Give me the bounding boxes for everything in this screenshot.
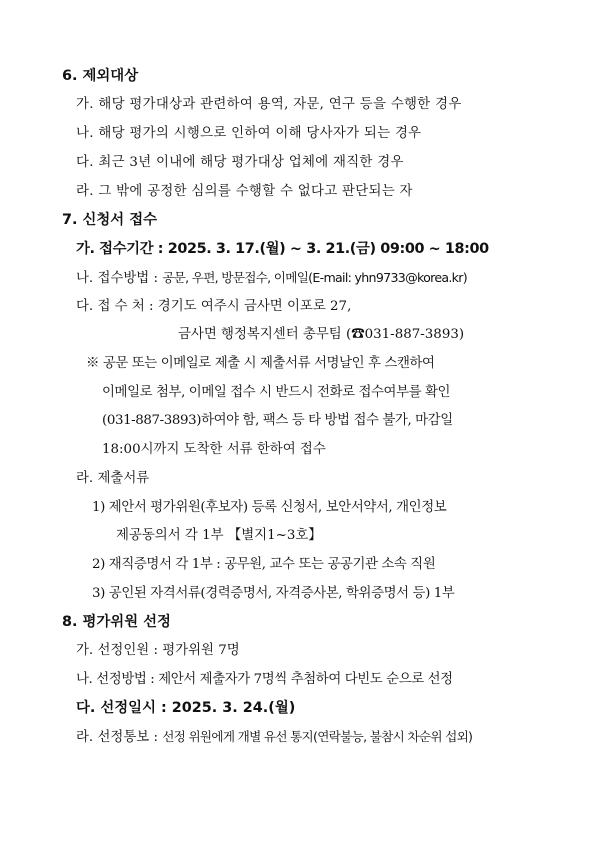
s7-method xyxy=(76,269,467,288)
section-7-title: 7. 신청서 접수 xyxy=(62,212,158,228)
section-6-title: 6. 제외대상 xyxy=(62,68,139,84)
s6-item-na: 나. 해당 평가의 시행으로 인하여 이해 당사자가 되는 경우 xyxy=(76,126,422,141)
s7-note-line1: ※ 공문 또는 이메일로 제출 시 제출서류 서명날인 후 스캔하여 xyxy=(86,356,435,371)
s6-item-da: 다. 최근 3년 이내에 해당 평가대상 업체에 재직한 경우 xyxy=(76,155,404,170)
s7-doc-1: 1) 제안서 평가위원(후보자) 등록 신청서, 보안서약서, 개인정보 xyxy=(92,500,447,515)
s7-note-line4: 18:00시까지 도착한 서류 한하여 접수 xyxy=(102,442,326,457)
s8-method: 나. 선정방법 : 제안서 제출자가 7명씩 추첨하여 다빈도 순으로 선정 xyxy=(76,672,453,687)
s8-notify-body: 선정 위원에게 개별 유선 통지(연락불능, 불참시 차순위 섭외) xyxy=(162,729,473,744)
s8-date: 다. 선정일시 : 2025. 3. 24.(월) xyxy=(76,700,296,716)
s7-method-prefix: 나. 접수방법 : xyxy=(76,271,163,286)
s6-item-ga: 가. 해당 평가대상과 관련하여 용역, 자문, 연구 등을 수행한 경우 xyxy=(76,97,462,112)
section-8-title: 8. 평가위원 선정 xyxy=(62,614,171,630)
s7-doc-1-cont: 제공동의서 각 1부 【별지1~3호】 xyxy=(116,528,322,543)
s7-note-line3: (031-887-3893)하여야 함, 팩스 등 타 방법 접수 불가, 마감일 xyxy=(102,413,453,428)
s8-count: 가. 선정인원 : 평가위원 7명 xyxy=(76,643,240,658)
s7-note-line2: 이메일로 첨부, 이메일 접수 시 반드시 전화로 접수여부를 확인 xyxy=(102,385,451,400)
s6-item-ra: 라. 그 밖에 공정한 심의를 수행할 수 없다고 판단되는 자 xyxy=(76,184,413,199)
s8-notify xyxy=(76,728,472,747)
s7-docs-title: 라. 제출서류 xyxy=(76,471,150,486)
s7-method-body: 공문, 우편, 방문접수, 이메일(E-mail: yhn9733@korea.kr) xyxy=(162,270,467,285)
s8-notify-prefix: 라. 선정통보 : xyxy=(76,730,163,745)
s7-period: 가. 접수기간 : 2025. 3. 17.(월) ~ 3. 21.(금) 09:00 ~ 18:00 xyxy=(76,241,489,257)
s7-doc-3: 3) 공인된 자격서류(경력증명서, 자격증사본, 학위증명서 등) 1부 xyxy=(92,586,455,601)
s7-place-line2: 금사면 행정복지센터 총무팀 (☎031-887-3893) xyxy=(178,327,465,342)
s7-doc-2: 2) 재직증명서 각 1부 : 공무원, 교수 또는 공공기관 소속 직원 xyxy=(92,557,436,572)
s7-place-line1: 다. 접 수 처 : 경기도 여주시 금사면 이포로 27, xyxy=(76,299,352,314)
